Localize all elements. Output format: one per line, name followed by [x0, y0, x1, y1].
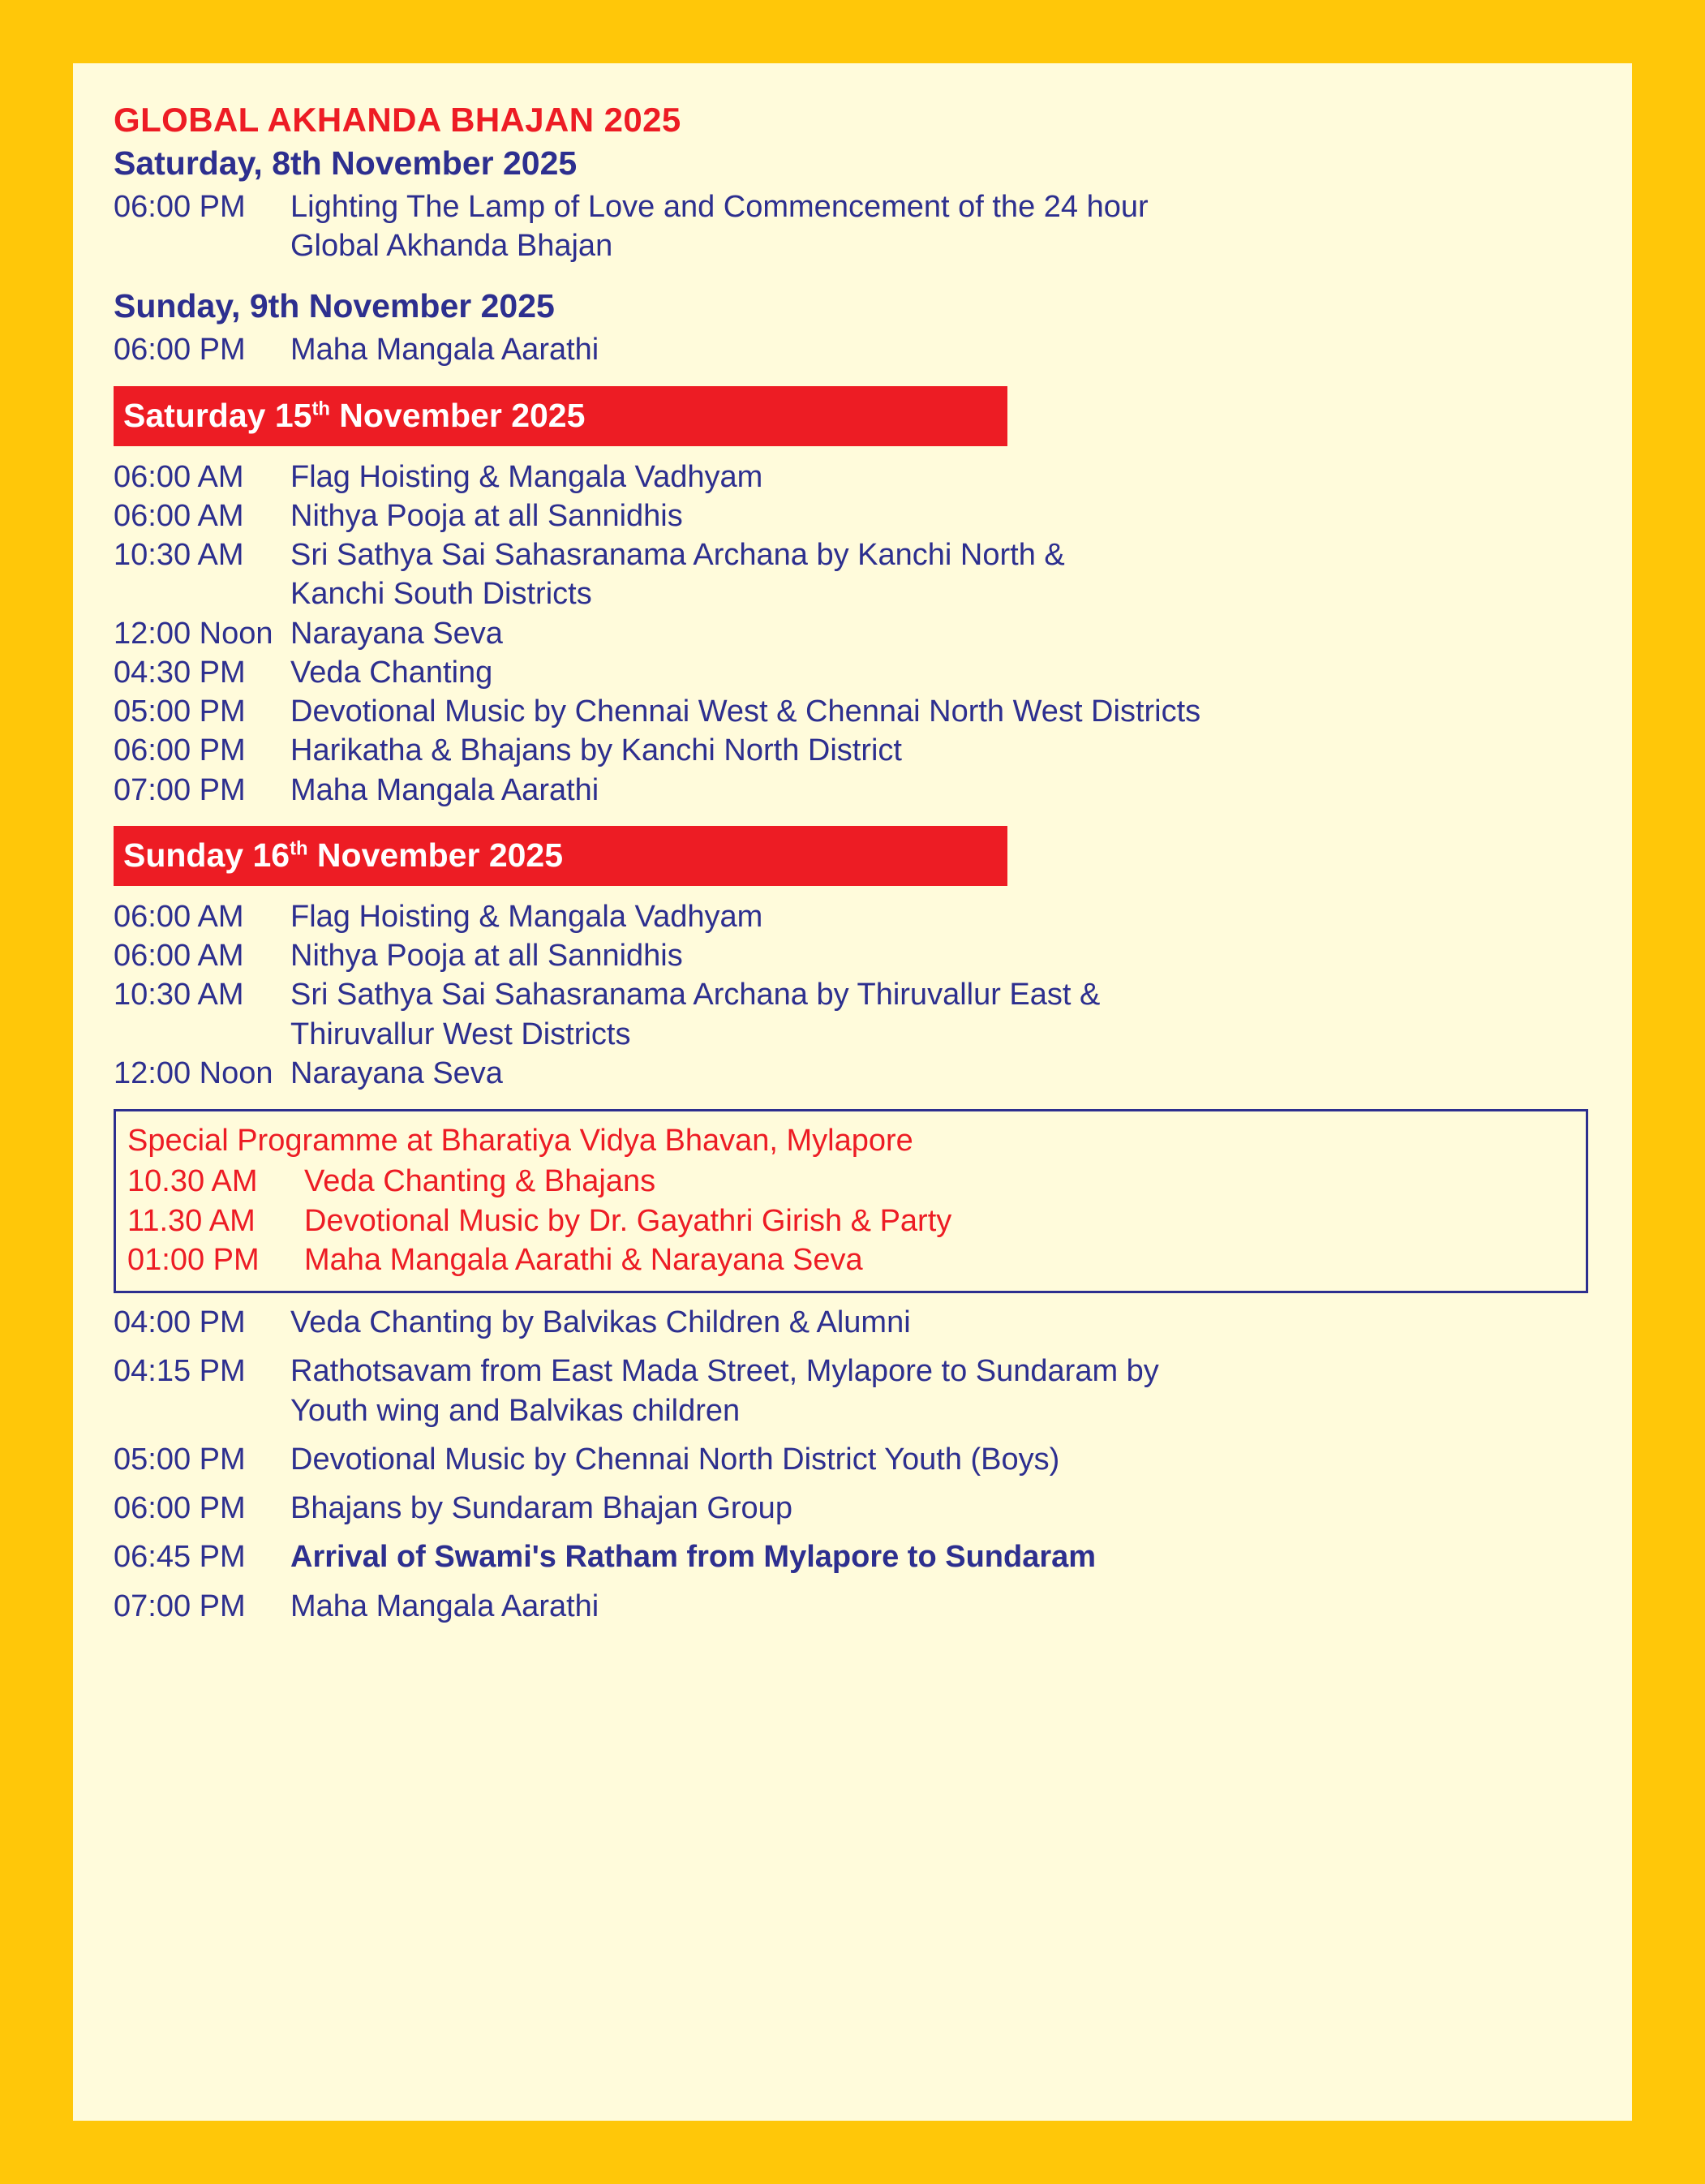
row-description-line1: Sri Sathya Sai Sahasranama Archana by Kanchi North & — [290, 538, 1065, 573]
akhanda-day-one-heading: Saturday, 8th November 2025 — [114, 144, 578, 183]
table-row — [114, 692, 1598, 731]
row-description: Devotional Music by Chennai West & Chennai North West Districts — [290, 694, 1201, 729]
row-description: Narayana Seva — [290, 616, 503, 651]
banner-rest: November 2025 — [329, 397, 586, 435]
poster-content — [114, 101, 1598, 1626]
table-row — [114, 731, 1598, 770]
row-description: Bhajans by Sundaram Bhajan Group — [290, 1491, 792, 1526]
date-banner-text — [123, 397, 586, 435]
row-description: Devotional Music by Dr. Gayathri Girish & Party — [304, 1203, 952, 1238]
row-description: Maha Mangala Aarathi & Narayana Seva — [304, 1242, 863, 1277]
date-banner-sunday — [114, 826, 1007, 886]
row-description-line2: Thiruvallur West Districts — [290, 1017, 631, 1051]
schedule-row — [114, 187, 1598, 266]
row-description: Veda Chanting — [290, 655, 493, 690]
table-row — [114, 897, 1598, 936]
banner-rest: November 2025 — [307, 836, 564, 875]
row-time: 06:00 PM — [114, 333, 246, 368]
row-description: Narayana Seva — [290, 1055, 503, 1090]
row-time: 04:00 PM — [114, 1305, 246, 1340]
table-row — [114, 1587, 1598, 1626]
row-time: 06:00 PM — [114, 733, 246, 768]
row-description: Maha Mangala Aarathi — [290, 1589, 599, 1623]
date-banner-saturday — [114, 386, 1007, 446]
date-banner-text — [123, 836, 564, 875]
row-description — [290, 1352, 1598, 1430]
banner-ordinal: th — [311, 398, 330, 420]
row-time: 12:00 Noon — [114, 1055, 273, 1090]
row-time: 07:00 PM — [114, 1589, 246, 1623]
table-row — [114, 1440, 1598, 1479]
row-description — [290, 535, 1598, 614]
row-time: 05:00 PM — [114, 694, 246, 729]
row-time: 06:00 AM — [114, 459, 244, 494]
table-row-highlight — [114, 1537, 1598, 1576]
row-description: Maha Mangala Aarathi — [290, 333, 599, 368]
table-row — [114, 614, 1598, 653]
row-time: 12:00 Noon — [114, 616, 273, 651]
row-description: Maha Mangala Aarathi — [290, 772, 599, 807]
akhanda-day-two-heading: Sunday, 9th November 2025 — [114, 287, 555, 325]
special-programme-title: Special Programme at Bharatiya Vidya Bhavan, Mylapore — [127, 1124, 913, 1159]
row-time: 06:00 PM — [114, 1491, 246, 1526]
table-row — [114, 1303, 1598, 1342]
table-row — [114, 1352, 1598, 1430]
table-row — [127, 1202, 1586, 1240]
table-row — [114, 653, 1598, 692]
special-programme-box — [114, 1109, 1588, 1293]
row-description-line1: Lighting The Lamp of Love and Commencement of the 24 hour — [290, 189, 1149, 224]
table-row — [114, 771, 1598, 810]
row-time: 10:30 AM — [114, 538, 244, 573]
banner-day: Sunday 16 — [123, 836, 290, 875]
table-row — [114, 1489, 1598, 1528]
table-row — [114, 497, 1598, 535]
row-time: 06:00 AM — [114, 899, 244, 934]
table-row — [114, 535, 1598, 614]
row-description-line2: Youth wing and Balvikas children — [290, 1393, 741, 1428]
row-time: 04:15 PM — [114, 1354, 246, 1389]
page-title: GLOBAL AKHANDA BHAJAN 2025 — [114, 101, 681, 139]
row-time: 04:30 PM — [114, 655, 246, 690]
row-time: 05:00 PM — [114, 1442, 246, 1477]
row-description — [290, 187, 1598, 266]
row-time: 10.30 AM — [127, 1164, 258, 1199]
row-description: Nithya Pooja at all Sannidhis — [290, 498, 683, 533]
table-row — [114, 458, 1598, 497]
row-description — [290, 975, 1598, 1054]
row-description: Flag Hoisting & Mangala Vadhyam — [290, 459, 763, 494]
row-time: 01:00 PM — [127, 1242, 260, 1277]
row-description: Nithya Pooja at all Sannidhis — [290, 939, 683, 974]
row-time: 06:45 PM — [114, 1540, 246, 1575]
row-description: Devotional Music by Chennai North District Youth (Boys) — [290, 1442, 1060, 1477]
table-row — [114, 975, 1598, 1054]
row-time: 06:00 AM — [114, 939, 244, 974]
row-description: Veda Chanting & Bhajans — [304, 1164, 656, 1199]
row-time: 07:00 PM — [114, 772, 246, 807]
row-description-line2: Global Akhanda Bhajan — [290, 229, 613, 264]
row-time: 06:00 AM — [114, 498, 244, 533]
poster-page — [73, 63, 1632, 2121]
table-row — [127, 1240, 1586, 1279]
row-description: Veda Chanting by Balvikas Children & Alumni — [290, 1305, 911, 1340]
table-row — [114, 1054, 1598, 1093]
row-time: 10:30 AM — [114, 978, 244, 1012]
row-description-line1: Rathotsavam from East Mada Street, Mylapore to Sundaram by — [290, 1354, 1159, 1389]
row-description-line1: Sri Sathya Sai Sahasranama Archana by Thiruvallur East & — [290, 978, 1101, 1012]
row-description: Harikatha & Bhajans by Kanchi North District — [290, 733, 902, 768]
row-time: 11.30 AM — [127, 1203, 256, 1238]
schedule-row — [114, 330, 1598, 369]
row-description-line2: Kanchi South Districts — [290, 577, 592, 612]
row-description: Flag Hoisting & Mangala Vadhyam — [290, 899, 763, 934]
row-description: Arrival of Swami's Ratham from Mylapore to Sundaram — [290, 1540, 1097, 1575]
table-row — [114, 936, 1598, 975]
banner-ordinal: th — [290, 837, 308, 860]
row-time: 06:00 PM — [114, 189, 246, 224]
banner-day: Saturday 15 — [123, 397, 312, 435]
table-row — [127, 1162, 1586, 1201]
